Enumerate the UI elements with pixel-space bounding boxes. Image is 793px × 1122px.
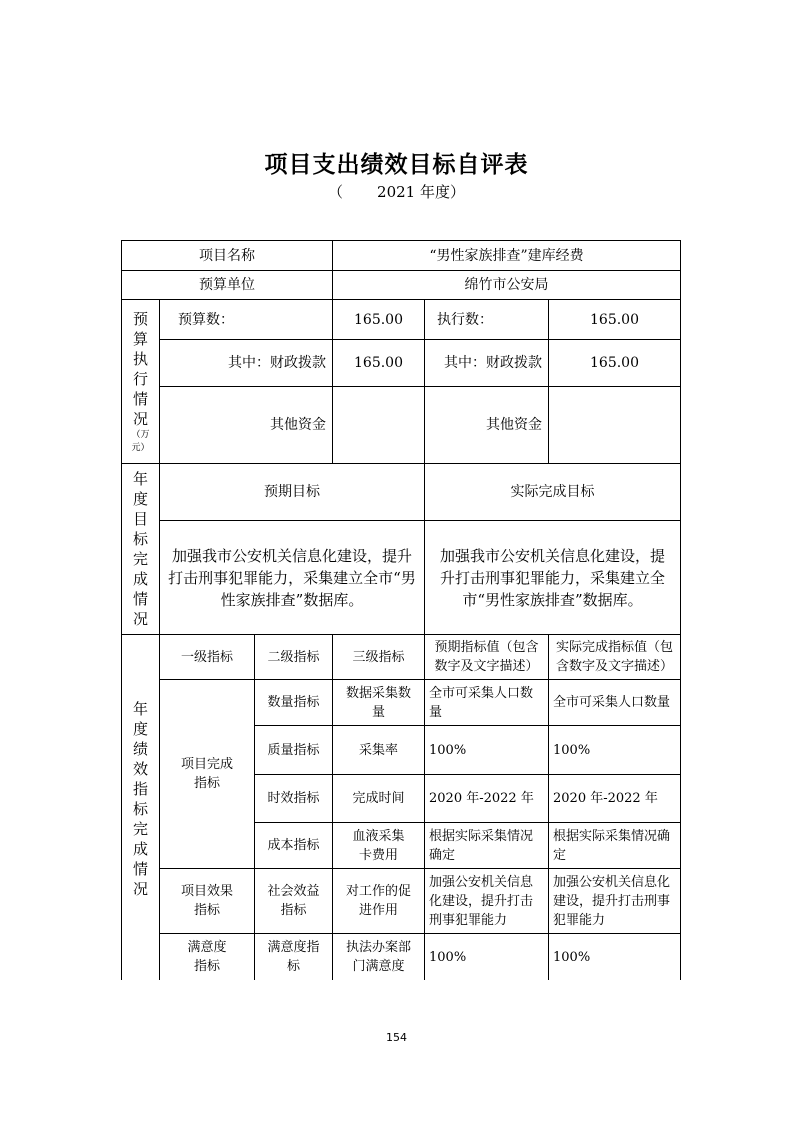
- budget-execution-side-label: [121, 299, 159, 463]
- side-label-char: 预: [132, 309, 148, 328]
- side-label-char: 效: [132, 760, 148, 778]
- side-label-char: 年: [132, 470, 148, 488]
- side-label-char: 行: [132, 369, 148, 388]
- header-level1: 一级指标: [159, 634, 254, 679]
- side-label-char: 成: [132, 840, 148, 858]
- side-label-unit: 元）: [131, 442, 150, 453]
- side-label-char: 情: [132, 389, 148, 408]
- row-expected-value: 加强公安机关信息化建设，提升打击刑事犯罪能力: [424, 868, 548, 933]
- row-level3: 对工作的促进作用: [332, 868, 424, 933]
- header-expected-value: 预期指标值（包含数字及文字描述）: [424, 634, 548, 679]
- budget-unit-label: 预算单位: [121, 270, 332, 299]
- side-label-char: 标: [132, 530, 148, 548]
- side-label-char: 情: [132, 590, 148, 608]
- side-label-char: 标: [132, 800, 148, 818]
- header-level3: 三级指标: [332, 634, 424, 679]
- side-label-char: 成: [132, 570, 148, 588]
- page-title: 项目支出绩效目标自评表: [264, 152, 529, 178]
- side-label-char: 完: [132, 820, 148, 838]
- annual-goal-side-label: [121, 463, 159, 634]
- other-funds-value-budget: [332, 386, 424, 463]
- side-label-char: 算: [132, 329, 148, 348]
- row-actual-value: 加强公安机关信息化建设，提升打击刑事犯罪能力: [548, 868, 681, 933]
- row-expected-value: 2020 年-2022 年: [424, 774, 548, 822]
- execution-amount-label: 执行数：: [424, 299, 548, 339]
- row-level3: 血液采集卡费用: [332, 822, 424, 868]
- expected-goal-text: 加强我市公安机关信息化建设，提升打击刑事犯罪能力，采集建立全市“男性家族排查”数据库。: [159, 520, 424, 634]
- row-level2: 成本指标: [254, 822, 332, 868]
- side-label-char: 目: [132, 510, 148, 528]
- actual-goal-header: 实际完成目标: [424, 463, 681, 520]
- side-label-char: 执: [132, 349, 148, 368]
- row-actual-value: 根据实际采集情况确定: [548, 822, 681, 868]
- fiscal-allocation-value-budget: 165.00: [332, 339, 424, 386]
- other-funds-label-budget: 其他资金: [159, 386, 332, 463]
- row-level3: 数据采集数量: [332, 679, 424, 725]
- row-level2: 数量指标: [254, 679, 332, 725]
- expected-goal-header: 预期目标: [159, 463, 424, 520]
- row-level3: 完成时间: [332, 774, 424, 822]
- side-label-char: 指: [132, 780, 148, 798]
- budget-amount-value: 165.00: [332, 299, 424, 339]
- side-label-char: 况: [132, 409, 148, 428]
- group-project-effect: 项目效果指标: [159, 868, 254, 933]
- fiscal-allocation-label-budget: 其中：财政拨款: [159, 339, 332, 386]
- fiscal-allocation-label-exec: 其中：财政拨款: [424, 339, 548, 386]
- fiscal-allocation-value-exec: 165.00: [548, 339, 681, 386]
- side-label-char: 度: [132, 720, 148, 738]
- group-project-completion: 项目完成指标: [159, 679, 254, 868]
- row-level2: 时效指标: [254, 774, 332, 822]
- row-level2: 满意度指标: [254, 933, 332, 980]
- year-subtitle: [0, 181, 793, 202]
- side-label-unit: （万: [131, 429, 150, 440]
- row-level3: 采集率: [332, 725, 424, 774]
- side-label-char: 况: [132, 610, 148, 628]
- row-level3: 执法办案部门满意度: [332, 933, 424, 980]
- side-label-char: 年: [132, 700, 148, 718]
- budget-unit-value: 绵竹市公安局: [332, 270, 681, 299]
- side-label-char: 度: [132, 490, 148, 508]
- other-funds-value-exec: [548, 386, 681, 463]
- project-name-label: 项目名称: [121, 240, 332, 270]
- indicator-side-label: [121, 634, 159, 980]
- row-actual-value: 100%: [548, 725, 681, 774]
- actual-goal-text: 加强我市公安机关信息化建设，提升打击刑事犯罪能力，采集建立全市“男性家族排查”数据库。: [424, 520, 681, 634]
- page-number: 154: [386, 1031, 407, 1044]
- row-expected-value: 100%: [424, 725, 548, 774]
- year-open-paren: （: [328, 183, 344, 201]
- budget-amount-label: 预算数：: [159, 299, 332, 339]
- side-label-char: 绩: [132, 740, 148, 758]
- row-actual-value: 2020 年-2022 年: [548, 774, 681, 822]
- row-level2: 质量指标: [254, 725, 332, 774]
- year-value: 2021 年度）: [377, 183, 465, 201]
- other-funds-label-exec: 其他资金: [424, 386, 548, 463]
- row-expected-value: 根据实际采集情况确定: [424, 822, 548, 868]
- project-name-value: “男性家族排查”建库经费: [332, 240, 681, 270]
- header-actual-value: 实际完成指标值（包含数字及文字描述）: [548, 634, 681, 679]
- side-label-char: 况: [132, 880, 148, 898]
- group-satisfaction: 满意度指标: [159, 933, 254, 980]
- row-actual-value: 100%: [548, 933, 681, 980]
- row-expected-value: 100%: [424, 933, 548, 980]
- row-expected-value: 全市可采集人口数量: [424, 679, 548, 725]
- side-label-char: 完: [132, 550, 148, 568]
- row-level2: 社会效益指标: [254, 868, 332, 933]
- side-label-char: 情: [132, 860, 148, 878]
- row-actual-value: 全市可采集人口数量: [548, 679, 681, 725]
- header-level2: 二级指标: [254, 634, 332, 679]
- execution-amount-value: 165.00: [548, 299, 681, 339]
